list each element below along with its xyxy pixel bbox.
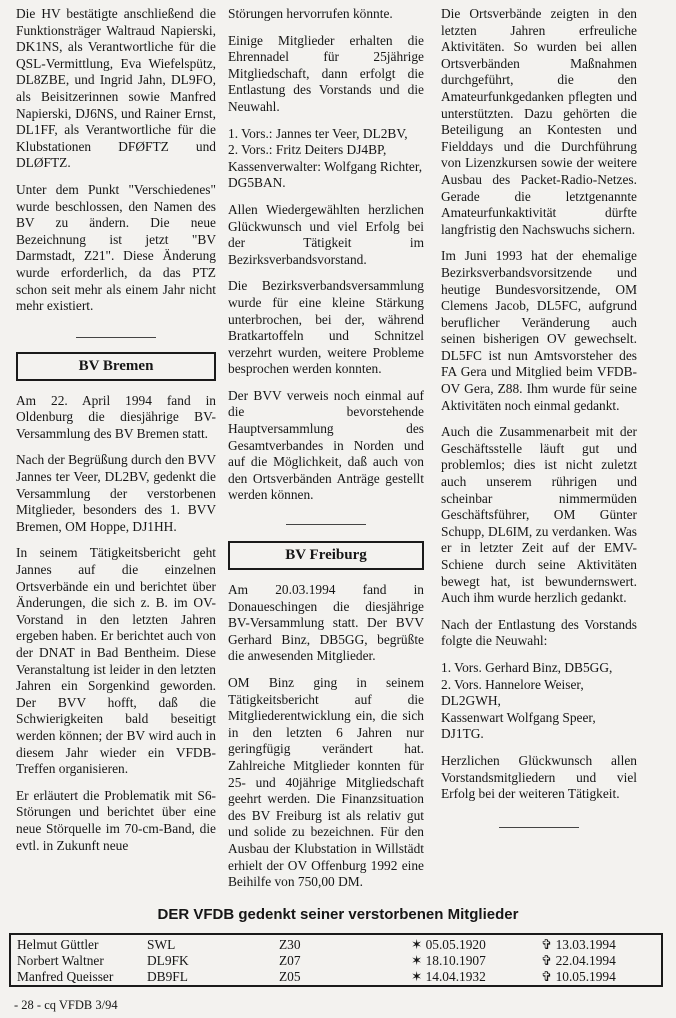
member-callsign: DB9FL (147, 969, 188, 984)
member-callsign: DL9FK (147, 953, 189, 968)
c1-para-3: Am 22. April 1994 fand in Oldenburg die diesjährige BV-Versammlung des BV Bremen statt. (16, 392, 216, 441)
member-callsign: SWL (147, 937, 176, 952)
c2-para-2: Einige Mitglieder erhalten die Ehrennadel für 25jährige Mitgliedschaft, dann erfolgt die Entlastung des Vorstands und die Neuwahl. (228, 32, 424, 114)
member-birth-date: ✶ 05.05.1920 (411, 937, 486, 952)
section-divider (499, 827, 579, 828)
memorial-row (11, 937, 661, 953)
c1-para-4: Nach der Begrüßung durch den BVV Jannes ter Veer, DL2BV, gedenkt die Versammlung der verstorbenen Mitglieder, besonders des 1. BVV Bremen, OM Hoppe, DJ1HH. (16, 452, 216, 534)
section-divider (76, 337, 156, 338)
c2-para-6: Der BVV verweis noch einmal auf die bevorstehende Hauptversammlung des Gesamtverbandes in Norden und auf die Möglichkeit, daß auch von den Ortsverbänden Anträge gestellt werden können. (228, 387, 424, 503)
c1-para-6: Er erläutert die Problematik mit S6-Störungen und berichtet über eine neue Störquelle im 70-cm-Band, die evtl. in Zukunft neue (16, 787, 216, 853)
memorial-row (11, 969, 661, 985)
member-death-date: ✞ 22.04.1994 (541, 953, 616, 968)
memorial-table (9, 933, 663, 987)
c3-para-6: Herzlichen Glückwunsch allen Vorstandsmitgliedern und viel Erfolg bei der weiteren Tätigkeit. (441, 752, 637, 802)
c1-para-2: Unter dem Punkt "Verschiedenes" wurde beschlossen, den Namen des BV zu ändern. Die neue Bezeichnung ist jetzt "BV Darmstadt, Z21". Diese Änderung wurde erforderlich, da das PTZ schon seit mehr als einem Jahr nicht mehr existiert. (16, 181, 216, 314)
member-birth-date: ✶ 14.04.1932 (411, 969, 486, 984)
column-2 (228, 6, 424, 901)
section-heading-bremen: BV Bremen (16, 352, 216, 381)
member-birth-date: ✶ 18.10.1907 (411, 953, 486, 968)
member-name: Norbert Waltner (17, 953, 104, 968)
c2-para-7: Am 20.03.1994 fand in Donaueschingen die diesjährige BV-Versammlung statt. Der BVV Gerhard Binz, DB5GG, begrüßte die anwesenden Mitglieder. (228, 582, 424, 664)
c2-para-1: Störungen hervorrufen könnte. (228, 6, 393, 21)
c2-para-8: OM Binz ging in seinem Tätigkeitsbericht auf die Mitgliederentwicklung ein, die sich in den letzten 6 Jahren nur geringfügig verändert hat. Zahlreiche Mitglieder konnten für 25- und 40jährige Mitgliedschaft geehrt werden. Die Finanzsituation des BV Freiburg ist als relativ gut und solide zu bezeichnen. Für den Ausbau der Klubstation in Willstädt erhielt der OV Offenburg 1992 eine Beihilfe von 750,00 DM. (228, 675, 424, 890)
c3-para-2: Im Juni 1993 hat der ehemalige Bezirksverbandsvorsitzende und heutige Bundesvorsitzende, OM Clemens Jacob, DL5FC, aufgrund beruflicher Veränderung auch seinen bisherigen OV gewechselt. DL5FC ist nun Amtsvorsteher des FA Gera und Mitglied beim VFDB-OV Gera, Z88. Ihm wurde für seine Aktivitäten noch einmal gedankt. (441, 248, 637, 413)
member-death-date: ✞ 13.03.1994 (541, 937, 616, 952)
member-district: Z30 (279, 937, 301, 952)
member-death-date: ✞ 10.05.1994 (541, 969, 616, 984)
column-3 (441, 6, 637, 828)
page-footer: - 28 - cq VFDB 3/94 (14, 998, 118, 1012)
c3-para-5: 1. Vors. Gerhard Binz, DB5GG, 2. Vors. Hannelore Weiser, DL2GWH, Kassenwart Wolfgang Speer, DJ1TG. (441, 659, 613, 742)
c3-para-1: Die Ortsverbände zeigten in den letzten Jahren erfreuliche Aktivitäten. So wurden bei allen Ortsverbänden Maßnahmen durchgeführt, die den Amateurfunkgedanken pflegten und unterstützten. Dazu gehörten die Beteiligung an Kontesten und Fielddays und die Durchführung von Lizenzkursen sowie der weitere Ausbau des Packet-Radio-Netzes. Gerade die letztgenannte Amateurfunkaktivität dürfte langfristig den Nachswuchs sichern. (441, 6, 637, 237)
section-divider (286, 524, 366, 525)
c2-para-3: 1. Vors.: Jannes ter Veer, DL2BV, 2. Vors.: Fritz Deiters DJ4BP, Kassenverwalter: Wolfgang Richter, DG5BAN. (228, 125, 423, 191)
member-name: Manfred Queisser (17, 969, 114, 984)
c3-para-3: Auch die Zusammenarbeit mit der Geschäftsstelle läuft gut und problemlos; dies ist nicht zuletzt auch unserem rührigen und scheinbar nimmermüden Geschäftsführer, OM Günter Schupp, DL6IM, zu verdanken. Was er in letzter Zeit auf der EMV-Schiene durch seine Aktivitäten bewegt hat, ist bewundernswert. Auch ihm wurde herzlich gedankt. (441, 424, 637, 606)
member-district: Z05 (279, 969, 301, 984)
c3-para-4: Nach der Entlastung des Vorstands folgte die Neuwahl: (441, 616, 637, 649)
memorial-title: DER VFDB gedenkt seiner verstorbenen Mitglieder (157, 906, 519, 923)
member-district: Z07 (279, 953, 301, 968)
section-heading-freiburg: BV Freiburg (228, 541, 424, 570)
memorial-row (11, 953, 661, 969)
c1-para-1: Die HV bestätigte anschließend die Funktionsträger Waltraud Napierski, DK1NS, als Verantwortliche für die QSL-Vermittlung, Eva Wiefelspütz, DL8ZBE, und Ingrid Jahn, DL9FO, als Beisitzerinnen sowie Manfred Napierski, DJ6NS, und Rainer Ernst, DL1FF, als Verantwortliche für die Klubstationen DFØFTZ und DLØFTZ. (16, 6, 216, 171)
member-name: Helmut Güttler (17, 937, 99, 952)
c1-para-5: In seinem Tätigkeitsbericht geht Jannes auf die einzelnen Ortsverbände ein und berichtet über Änderungen, die sich z. B. im OV-Vorstand in den letzten Jahren ergeben haben. Er berichtet auch von der DNAT in Bad Bentheim. Diese Veranstaltung ist leider in den letzten Jahren ein Sorgenkind geworden. Der BVV hofft, daß die Schwierigkeiten bald beseitigt werden können; der BV wird auch in diesem Jahr wieder ein VFDB-Treffen organisieren. (16, 545, 216, 777)
c2-para-4: Allen Wiedergewählten herzlichen Glückwunsch und viel Erfolg bei der Tätigkeit im Bezirksverbandsvorstand. (228, 201, 424, 267)
column-1 (16, 6, 216, 864)
c2-para-5: Die Bezirksverbandsversammlung wurde für eine kleine Stärkung unterbrochen, bei der, während Bratkartoffeln und Schnitzel verzehrt wurden, weitere Probleme besprochen werden konnten. (228, 278, 424, 377)
